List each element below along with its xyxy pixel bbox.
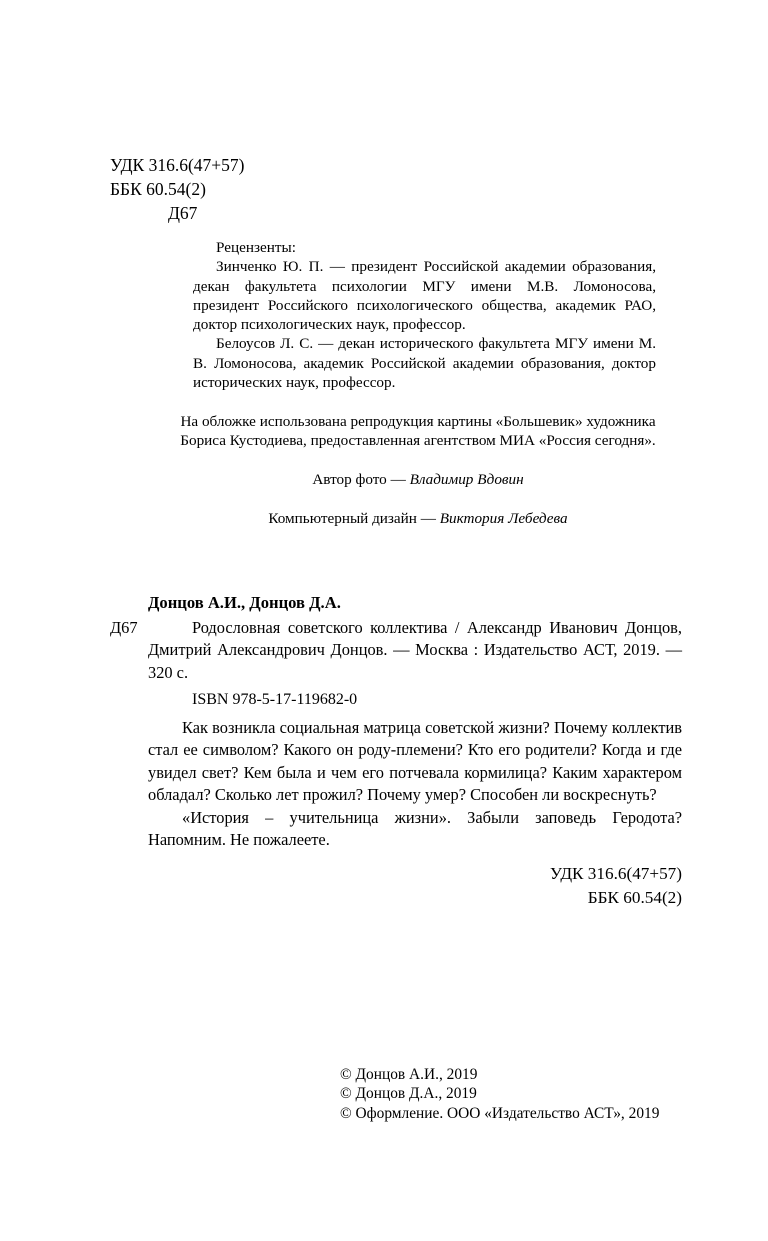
biblio-description: Родословная советского коллектива / Александр Иванович Донцов, Дмитрий Александрович Донцов. — Москва : Издательство АСТ, 2019. — 320 с. [148, 617, 682, 682]
isbn-value: ISBN 978-5-17-119682-0 [192, 691, 358, 708]
copyright-line-2: © Донцов Д.А., 2019 [340, 1085, 477, 1103]
reviewer-entry-1: Зинченко Ю. П. — президент Российской академии образования, декан факультета психологии МГУ имени М.В. Ломоносова, президент Российского психологического общества, академик РАО, доктор психологических наук, профессор. [193, 258, 656, 334]
copyright-block [340, 1065, 659, 1123]
author-index-top: Д67 [168, 203, 198, 223]
copyright-line-1: © Донцов А.И., 2019 [340, 1066, 478, 1083]
design-author-line [168, 509, 668, 528]
photo-author-name: Владимир Вдовин [409, 470, 524, 488]
reviewer-entry-2: Белоусов Л. С. — декан исторического факультета МГУ имени М. В. Ломоносова, академик Российской академии образования, доктор исторических наук, профессор. [193, 335, 656, 392]
udk-code-bottom: УДК 316.6(47+57) [549, 864, 682, 883]
photo-author-label: Автор фото — [312, 470, 410, 488]
classification-codes-top [110, 153, 245, 225]
classification-codes-bottom [0, 862, 682, 910]
annotation-paragraph-2: «История – учительница жизни». Забыли заповедь Геродота? Напомним. Не пожалеете. [148, 807, 682, 850]
biblio-record-row [110, 617, 682, 685]
reviewers-heading: Рецензенты: [216, 239, 296, 256]
biblio-index: Д67 [110, 617, 138, 637]
biblio-authors: Донцов А.И., Донцов Д.А. [148, 593, 341, 612]
photo-author-line [168, 470, 668, 489]
bbk-code-top: ББК 60.54(2) [110, 179, 206, 199]
annotation-paragraph-1: Как возникла социальная матрица советской жизни? Почему коллектив стал ее символом? Какого он роду-племени? Кто его родители? Когда и где увидел свет? Кем была и чем его потчевала кормилица? Каким характером обладал? Сколько лет прожил? Почему умер? Способен ли воскреснуть? [148, 718, 682, 805]
design-author-label: Компьютерный дизайн — [268, 509, 440, 527]
reviewers-block [193, 238, 656, 392]
bibliographic-record [110, 592, 682, 712]
bbk-code-bottom: ББК 60.54(2) [587, 888, 682, 907]
cover-credits-block [168, 412, 668, 528]
design-author-name: Виктория Лебедева [439, 509, 568, 527]
annotation-block [148, 717, 682, 851]
cover-artwork-note: На обложке использована репродукция картины «Большевик» художника Бориса Кустодиева, предоставленная агентством МИА «Россия сегодня». [180, 413, 656, 450]
copyright-line-3: © Оформление. ООО «Издательство АСТ», 2019 [340, 1104, 660, 1122]
udk-code-top: УДК 316.6(47+57) [110, 155, 245, 175]
